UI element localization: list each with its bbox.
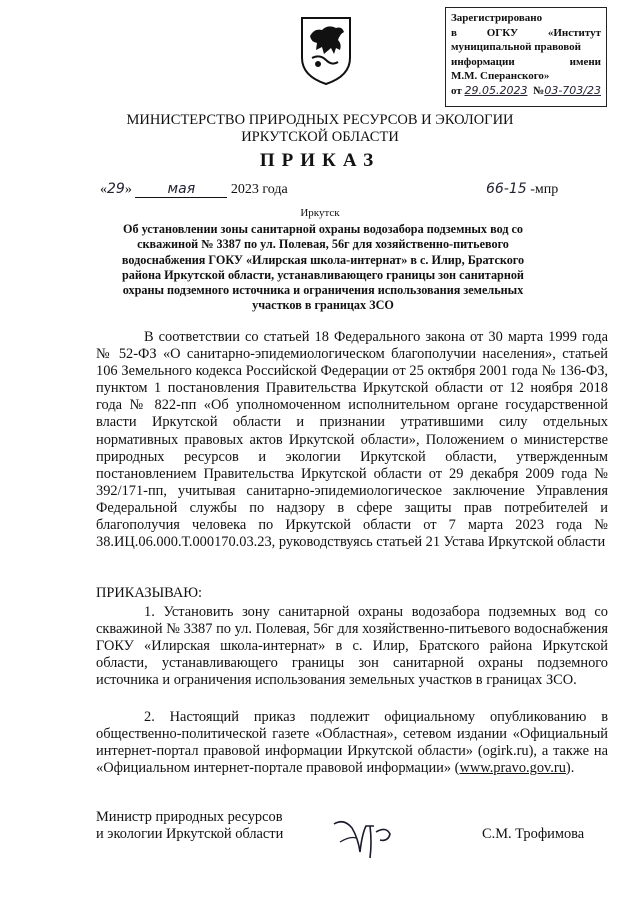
ministry-header [0, 112, 640, 146]
stamp-line2-left: в [451, 26, 457, 39]
ministry-line1: МИНИСТЕРСТВО ПРИРОДНЫХ РЕСУРСОВ И ЭКОЛОГИИ [126, 112, 514, 128]
order-number-value: 66-15 [486, 181, 527, 197]
order-keyword: ПРИКАЗЫВАЮ: [96, 585, 203, 601]
signatory-position-line2: и экологии Иркутской области [96, 826, 284, 843]
stamp-line1: Зарегистрировано [451, 12, 543, 24]
stamp-line4-left: информации [451, 55, 515, 68]
order-date-month: мая [135, 181, 227, 198]
handwritten-signature [330, 812, 410, 862]
order-number [486, 181, 558, 198]
preamble-paragraph: В соответствии со статьей 18 Федерального закона от 30 марта 1999 года № 52-ФЗ «О санитарно-эпидемиологическом благополучии населения», статьей 106 Земельного кодекса Российской Федерации от 25 октября 2001 года № 136-ФЗ, пунктом 1 постановления Правительства Иркутской области от 12 ноября 2018 года № 822-пп «Об уполномоченном исполнительном органе государственной власти Иркутской области и признании утратившими силу отдельных нормативных правовых актов Иркутской области», Положением о министерстве природных ресурсов и экологии Иркутской области, утвержденным постановлением Правительства Иркутской области от 29 декабря 2009 года № 392/171-пп, учитывая санитарно-эпидемиологическое заключение Управления Федеральной службы по надзору в сфере защиты прав потребителей и благополучия человека по Иркутской области от 7 марта 2023 года № 38.ИЦ.06.000.Т.000170.03.23, руководствуясь статьей 21 Устава Иркутской области [96, 329, 608, 551]
stamp-line4 [451, 55, 601, 70]
ministry-line2: ИРКУТСКОЙ ОБЛАСТИ [241, 129, 399, 145]
stamp-line3: муниципальной правовой [451, 41, 581, 53]
stamp-number-prefix: № [533, 84, 545, 97]
stamp-date-prefix: от [451, 84, 462, 97]
document-type-title: ПРИКАЗ [259, 150, 381, 171]
registration-stamp [445, 7, 607, 107]
order-date: «29» мая 2023 года [100, 181, 288, 197]
order-item-2-text: 2. Настоящий приказ подлежит официальному опубликованию в общественно-политической газете «Областная», сетевом издании «Официальный интернет-портал правовой информации Иркутской области» (ogirk.ru), а также на «Официальном интернет-портале правовой информации» ( [96, 709, 608, 777]
order-date-day: 29 [107, 181, 125, 197]
signatory-position [96, 809, 283, 843]
order-item-2 [96, 709, 608, 777]
stamp-line5: М.М. Сперанского» [451, 70, 550, 82]
order-number-suffix: -мпр [530, 182, 559, 197]
signatory-name: С.М. Трофимова [482, 826, 585, 842]
stamp-line2-right: «Институт [547, 26, 601, 39]
order-item-2-end: ). [565, 760, 575, 777]
stamp-line2-mid: ОГКУ [486, 26, 519, 39]
pravo-gov-link[interactable]: www.pravo.gov.ru [459, 760, 566, 777]
order-date-year: 2023 года [230, 182, 288, 197]
stamp-line4-right: имени [569, 55, 601, 68]
stamp-line6 [451, 84, 601, 99]
signatory-position-line1: Министр природных ресурсов [96, 809, 283, 825]
stamp-number-value: 03-703/23 [544, 83, 601, 97]
stamp-date-value: 29.05.2023 [464, 83, 528, 97]
city-label: Иркутск [300, 207, 340, 219]
order-subject: Об установлении зоны санитарной охраны водозабора подземных вод со скважиной № 3387 по ул. Полевая, 56г для хозяйственно-питьевого водоснабжения ГОКУ «Илирская школа-интернат» в с. Илир, Братского района Иркутской области, устанавливающего границы зон санитарной охраны подземного источника и ограничения использования земельных участков в границах ЗСО [121, 222, 525, 313]
stamp-line2 [451, 26, 601, 41]
coat-of-arms-emblem [298, 14, 354, 86]
order-item-1: 1. Установить зону санитарной охраны водозабора подземных вод со скважиной № 3387 по ул. Полевая, 56г для хозяйственно-питьевого водоснабжения ГОКУ «Илирская школа-интернат» в с. Илир, Братского района Иркутской области, устанавливающего границы зон санитарной охраны подземного источника и ограничения использования земельных участков в границах ЗСО. [96, 604, 608, 689]
